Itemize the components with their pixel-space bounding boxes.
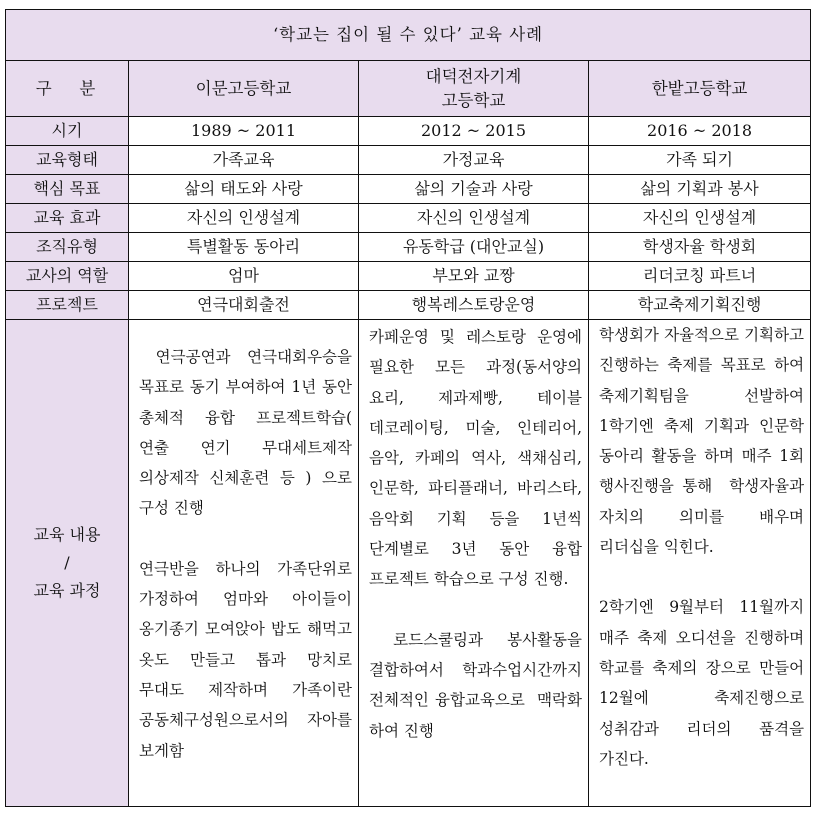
- cell: 특별활동 동아리: [129, 233, 359, 262]
- cell: 가족교육: [129, 146, 359, 175]
- row-label: 교육형태: [6, 146, 129, 175]
- cell: 삶의 기획과 봉사: [589, 175, 811, 204]
- cell: 삶의 기술과 사랑: [359, 175, 589, 204]
- cell: 자신의 인생설계: [359, 204, 589, 233]
- cell: 부모와 교짱: [359, 262, 589, 291]
- school-name-line1: 대덕전자기계: [425, 66, 522, 86]
- table-row-curriculum: [6, 320, 811, 807]
- curriculum-paragraph: 2학기엔 9월부터 11월까지 매주 축제 오디션을 진행하며 학교를 축제의 장으로 만들어 12월에 축제진행으로 성취감과 리더의 품격을 가진다.: [599, 598, 805, 768]
- cell: 2016 ~ 2018: [589, 117, 811, 146]
- cell: 삶의 태도와 사랑: [129, 175, 359, 204]
- cell: 가족 되기: [589, 146, 811, 175]
- table-row-organization-type: [6, 233, 811, 262]
- cell: 연극대회출전: [129, 291, 359, 320]
- table-row-core-goal: [6, 175, 811, 204]
- curriculum-paragraph: 연극공연과 연극대회우승을 목표로 동기 부여하여 1년 동안 총체적 융합 프로젝트학습( 연출 연기 무대세트제작 의상제작 신체훈련 등 ) 으로 구성 진행: [139, 348, 357, 518]
- row-label: 교사의 역할: [6, 262, 129, 291]
- row-label: 핵심 목표: [6, 175, 129, 204]
- cell: 1989 ~ 2011: [129, 117, 359, 146]
- table-row-education-type: [6, 146, 811, 175]
- cell: 자신의 인생설계: [129, 204, 359, 233]
- cell: 학교축제기획진행: [589, 291, 811, 320]
- table-row-education-effect: [6, 204, 811, 233]
- header-school-imun: [129, 61, 359, 117]
- cell: 학생자율 학생회: [589, 233, 811, 262]
- table-row-teacher-role: [6, 262, 811, 291]
- header-school-daedeok: [359, 61, 589, 117]
- label-line: 교육 내용: [33, 525, 101, 544]
- table-row-project: [6, 291, 811, 320]
- curriculum-paragraph: 연극반을 하나의 가족단위로 가정하여 엄마와 아이들이 옹기종기 모여앉아 밥도 해먹고 옷도 만들고 톱과 망치로 무대도 제작하며 가족이란 공동체구성원으로서의 자아를 보게함: [139, 559, 352, 760]
- header-category: 구 분: [6, 61, 129, 117]
- label-line: /: [64, 553, 70, 572]
- school-name: 한밭고등학교: [651, 78, 748, 98]
- cell: 엄마: [129, 262, 359, 291]
- education-case-table: [5, 9, 811, 807]
- curriculum-paragraph: 로드스쿨링과 봉사활동을 결합하여서 학과수업시간까지 전체적인 융합교육으로 맥락화 하여 진행: [369, 630, 587, 740]
- table-row-period: [6, 117, 811, 146]
- school-name: 이문고등학교: [195, 78, 292, 98]
- table-title: ‘학교는 집이 될 수 있다’ 교육 사례: [6, 10, 811, 61]
- curriculum-paragraph: 학생회가 자율적으로 기획하고 진행하는 축제를 목표로 하여 축제기획팀을 선발하여 1학기엔 축제 기획과 인문학 동아리 활동을 하며 매주 1회 행사진행을 통해 학생자율과 자치의 의미를 배우며 리더십을 익힌다.: [599, 326, 809, 557]
- row-label: 교육 효과: [6, 204, 129, 233]
- header-school-hanbat: [589, 61, 811, 117]
- curriculum-daedeok: [359, 320, 589, 807]
- row-label: 시기: [6, 117, 129, 146]
- cell: 유동학급 (대안교실): [359, 233, 589, 262]
- cell: 행복레스토랑운영: [359, 291, 589, 320]
- cell: 가정교육: [359, 146, 589, 175]
- school-name-line2: 고등학교: [441, 90, 506, 110]
- row-label: 조직유형: [6, 233, 129, 262]
- row-label-curriculum: [6, 320, 129, 807]
- cell: 자신의 인생설계: [589, 204, 811, 233]
- curriculum-imun: [129, 320, 359, 807]
- cell: 2012 ~ 2015: [359, 117, 589, 146]
- row-label: 프로젝트: [6, 291, 129, 320]
- curriculum-hanbat: [589, 320, 811, 807]
- cell: 리더코칭 파트너: [589, 262, 811, 291]
- curriculum-paragraph: 카페운영 및 레스토랑 운영에 필요한 모든 과정(동서양의 요리, 제과제빵, 테이블 데코레이팅, 미술, 인테리어,음악, 카페의 역사, 색채심리, 인문학, 파티플래너, 바리스타, 음악회 기획 등을 1년씩 단계별로 3년 동안 융합 프로젝트 학습으로 구성 진행.: [369, 328, 582, 589]
- label-line: 교육 과정: [33, 581, 101, 600]
